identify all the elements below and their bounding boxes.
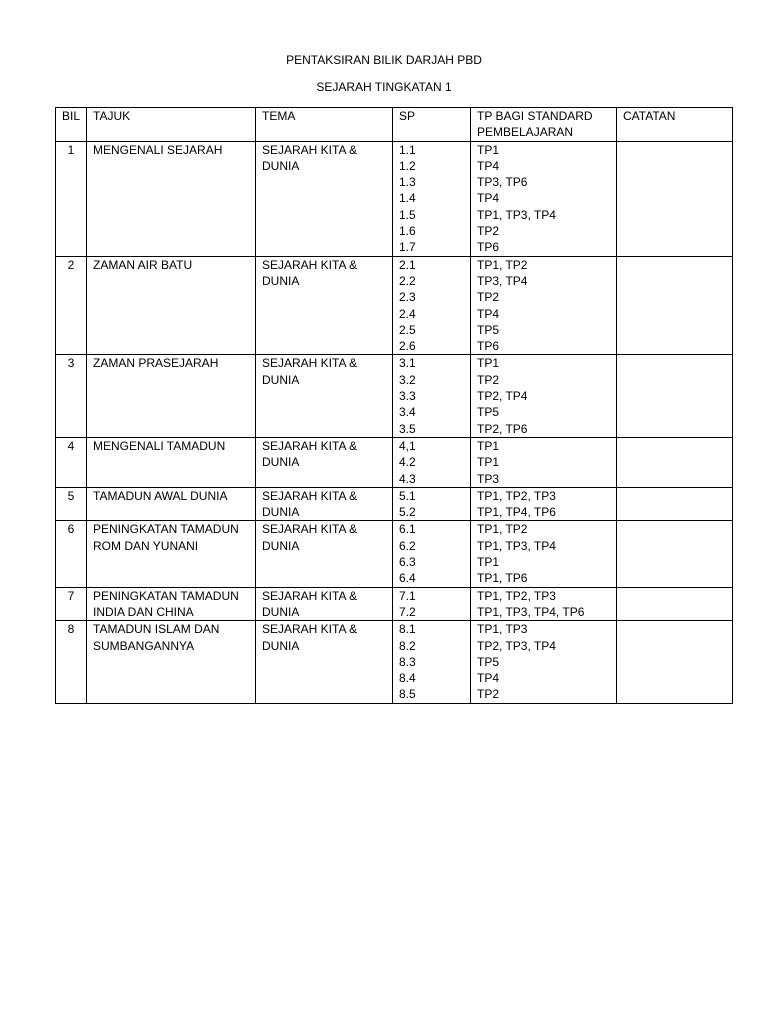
sp-value: 8.1 [399,622,416,637]
sp-value: 5.2 [399,505,416,520]
tp-value: TP4 [477,158,500,173]
sp-value: 6.4 [399,571,416,586]
tajuk-line: ROM DAN YUNANI [93,538,199,553]
sp-value: 2.5 [399,322,416,337]
table-row [56,587,733,621]
tp-value: TP1 [477,555,500,570]
tp-value: TP2 [477,224,500,239]
cell-tajuk [87,437,256,487]
sp-value: 7.2 [399,604,416,619]
cell-catatan [617,621,733,703]
header-tajuk: TAJUK [87,108,256,142]
tema-line: SEJARAH KITA & [262,622,358,637]
sp-value: 7.1 [399,588,416,603]
sp-value: 2.4 [399,306,416,321]
table-row [56,141,733,256]
cell-sp [393,437,471,487]
header-tema: TEMA [256,108,393,142]
tajuk-line: ZAMAN PRASEJARAH [93,356,219,371]
tema-line: SEJARAH KITA & [262,257,358,272]
cell-bil: 8 [56,621,87,703]
table-body [56,141,733,703]
sp-value: 3.5 [399,421,416,436]
cell-bil: 7 [56,587,87,621]
sp-value: 4.2 [399,455,416,470]
cell-sp [393,621,471,703]
header-tp [471,108,617,142]
sp-value: 1.4 [399,191,416,206]
tema-line: DUNIA [262,455,300,470]
sp-value: 1.3 [399,175,416,190]
tp-value: TP6 [477,339,500,354]
tp-value: TP2, TP6 [477,421,528,436]
cell-tp [471,521,617,587]
cell-tp [471,621,617,703]
tema-line: SEJARAH KITA & [262,522,358,537]
sp-value: 1.1 [399,142,416,157]
cell-bil: 3 [56,355,87,437]
sp-value: 3.3 [399,389,416,404]
cell-tema [256,587,393,621]
tp-value: TP1, TP3, TP4, TP6 [477,604,585,619]
sp-value: 6.1 [399,522,416,537]
sp-value: 8.5 [399,687,416,702]
tema-line: DUNIA [262,273,300,288]
tp-value: TP4 [477,671,500,686]
tajuk-line: INDIA DAN CHINA [93,604,194,619]
table-row [56,621,733,703]
tp-value: TP5 [477,654,500,669]
table-row [56,487,733,521]
tema-line: DUNIA [262,604,300,619]
tp-value: TP1, TP3, TP4 [477,538,556,553]
tp-value: TP1, TP3 [477,622,528,637]
cell-tp [471,587,617,621]
cell-tajuk [87,256,256,355]
tp-value: TP3 [477,471,500,486]
tema-line: SEJARAH KITA & [262,142,358,157]
cell-bil: 5 [56,487,87,521]
tema-line: DUNIA [262,505,300,520]
sp-value: 6.3 [399,555,416,570]
tajuk-line: ZAMAN AIR BATU [93,257,193,272]
sp-value: 2.2 [399,273,416,288]
tp-value: TP1, TP6 [477,571,528,586]
sp-value: 4,1 [399,438,416,453]
tema-line: DUNIA [262,372,300,387]
tajuk-line: TAMADUN ISLAM DAN [93,622,220,637]
tp-value: TP2 [477,687,500,702]
cell-bil: 4 [56,437,87,487]
tp-value: TP2 [477,372,500,387]
sp-value: 3.2 [399,372,416,387]
tp-value: TP3, TP6 [477,175,528,190]
cell-tema [256,521,393,587]
sp-value: 1.6 [399,224,416,239]
sp-value: 2.6 [399,339,416,354]
sp-value: 3.4 [399,405,416,420]
header-sp: SP [393,108,471,142]
tp-value: TP2 [477,290,500,305]
tp-value: TP5 [477,322,500,337]
table-header-row [56,108,733,142]
header-tp-line2: PEMBELAJARAN [477,125,574,140]
tema-line: SEJARAH KITA & [262,438,358,453]
cell-tema [256,621,393,703]
sp-value: 6.2 [399,538,416,553]
tp-value: TP4 [477,306,500,321]
tp-value: TP1, TP2 [477,257,528,272]
table-row [56,355,733,437]
cell-bil: 6 [56,521,87,587]
table-row [56,521,733,587]
cell-tajuk [87,487,256,521]
sp-value: 1.5 [399,207,416,222]
tp-value: TP1, TP4, TP6 [477,505,556,520]
cell-tema [256,437,393,487]
sp-value: 3.1 [399,356,416,371]
tp-value: TP4 [477,191,500,206]
table-row [56,256,733,355]
cell-tema [256,141,393,256]
tp-value: TP1 [477,356,500,371]
tp-value: TP1, TP2, TP3 [477,588,556,603]
sp-value: 5.1 [399,488,416,503]
header-tp-line1: TP BAGI STANDARD [477,109,593,123]
tp-value: TP2, TP4 [477,389,528,404]
tp-value: TP6 [477,240,500,255]
cell-tajuk [87,141,256,256]
tp-value: TP1 [477,438,500,453]
cell-catatan [617,141,733,256]
cell-tema [256,487,393,521]
tp-value: TP1, TP2 [477,522,528,537]
cell-catatan [617,256,733,355]
sp-value: 4.3 [399,471,416,486]
table-row [56,437,733,487]
sp-value: 1.2 [399,158,416,173]
cell-sp [393,487,471,521]
cell-tp [471,355,617,437]
tp-value: TP1 [477,142,500,157]
tajuk-line: MENGENALI SEJARAH [93,142,223,157]
tajuk-line: TAMADUN AWAL DUNIA [93,488,228,503]
sp-value: 8.4 [399,671,416,686]
cell-catatan [617,437,733,487]
tema-line: DUNIA [262,638,300,653]
sp-value: 8.2 [399,638,416,653]
document-title: PENTAKSIRAN BILIK DARJAH PBD [286,53,482,67]
tp-value: TP1, TP2, TP3 [477,488,556,503]
tp-value: TP1, TP3, TP4 [477,207,556,222]
cell-tajuk [87,587,256,621]
cell-sp [393,521,471,587]
tajuk-line: PENINGKATAN TAMADUN [93,522,239,537]
sp-value: 1.7 [399,240,416,255]
sp-value: 2.3 [399,290,416,305]
cell-catatan [617,587,733,621]
cell-bil: 1 [56,141,87,256]
cell-catatan [617,521,733,587]
header-bil: BIL [56,108,87,142]
cell-tp [471,141,617,256]
tajuk-line: SUMBANGANNYA [93,638,195,653]
cell-tajuk [87,355,256,437]
cell-sp [393,256,471,355]
tema-line: SEJARAH KITA & [262,488,358,503]
tp-value: TP3, TP4 [477,273,528,288]
cell-catatan [617,487,733,521]
cell-tp [471,487,617,521]
cell-sp [393,141,471,256]
tema-line: SEJARAH KITA & [262,588,358,603]
sp-value: 8.3 [399,654,416,669]
cell-bil: 2 [56,256,87,355]
tema-line: SEJARAH KITA & [262,356,358,371]
tp-value: TP2, TP3, TP4 [477,638,556,653]
cell-sp [393,587,471,621]
cell-sp [393,355,471,437]
cell-tp [471,437,617,487]
tajuk-line: PENINGKATAN TAMADUN [93,588,239,603]
cell-tema [256,256,393,355]
sp-value: 2.1 [399,257,416,272]
tp-value: TP1 [477,455,500,470]
cell-tp [471,256,617,355]
tajuk-line: MENGENALI TAMADUN [93,438,226,453]
assessment-table [55,107,733,704]
cell-tajuk [87,521,256,587]
header-catatan: CATATAN [617,108,733,142]
cell-catatan [617,355,733,437]
cell-tajuk [87,621,256,703]
tema-line: DUNIA [262,538,300,553]
cell-tema [256,355,393,437]
tp-value: TP5 [477,405,500,420]
document-subtitle: SEJARAH TINGKATAN 1 [316,80,452,94]
tema-line: DUNIA [262,158,300,173]
